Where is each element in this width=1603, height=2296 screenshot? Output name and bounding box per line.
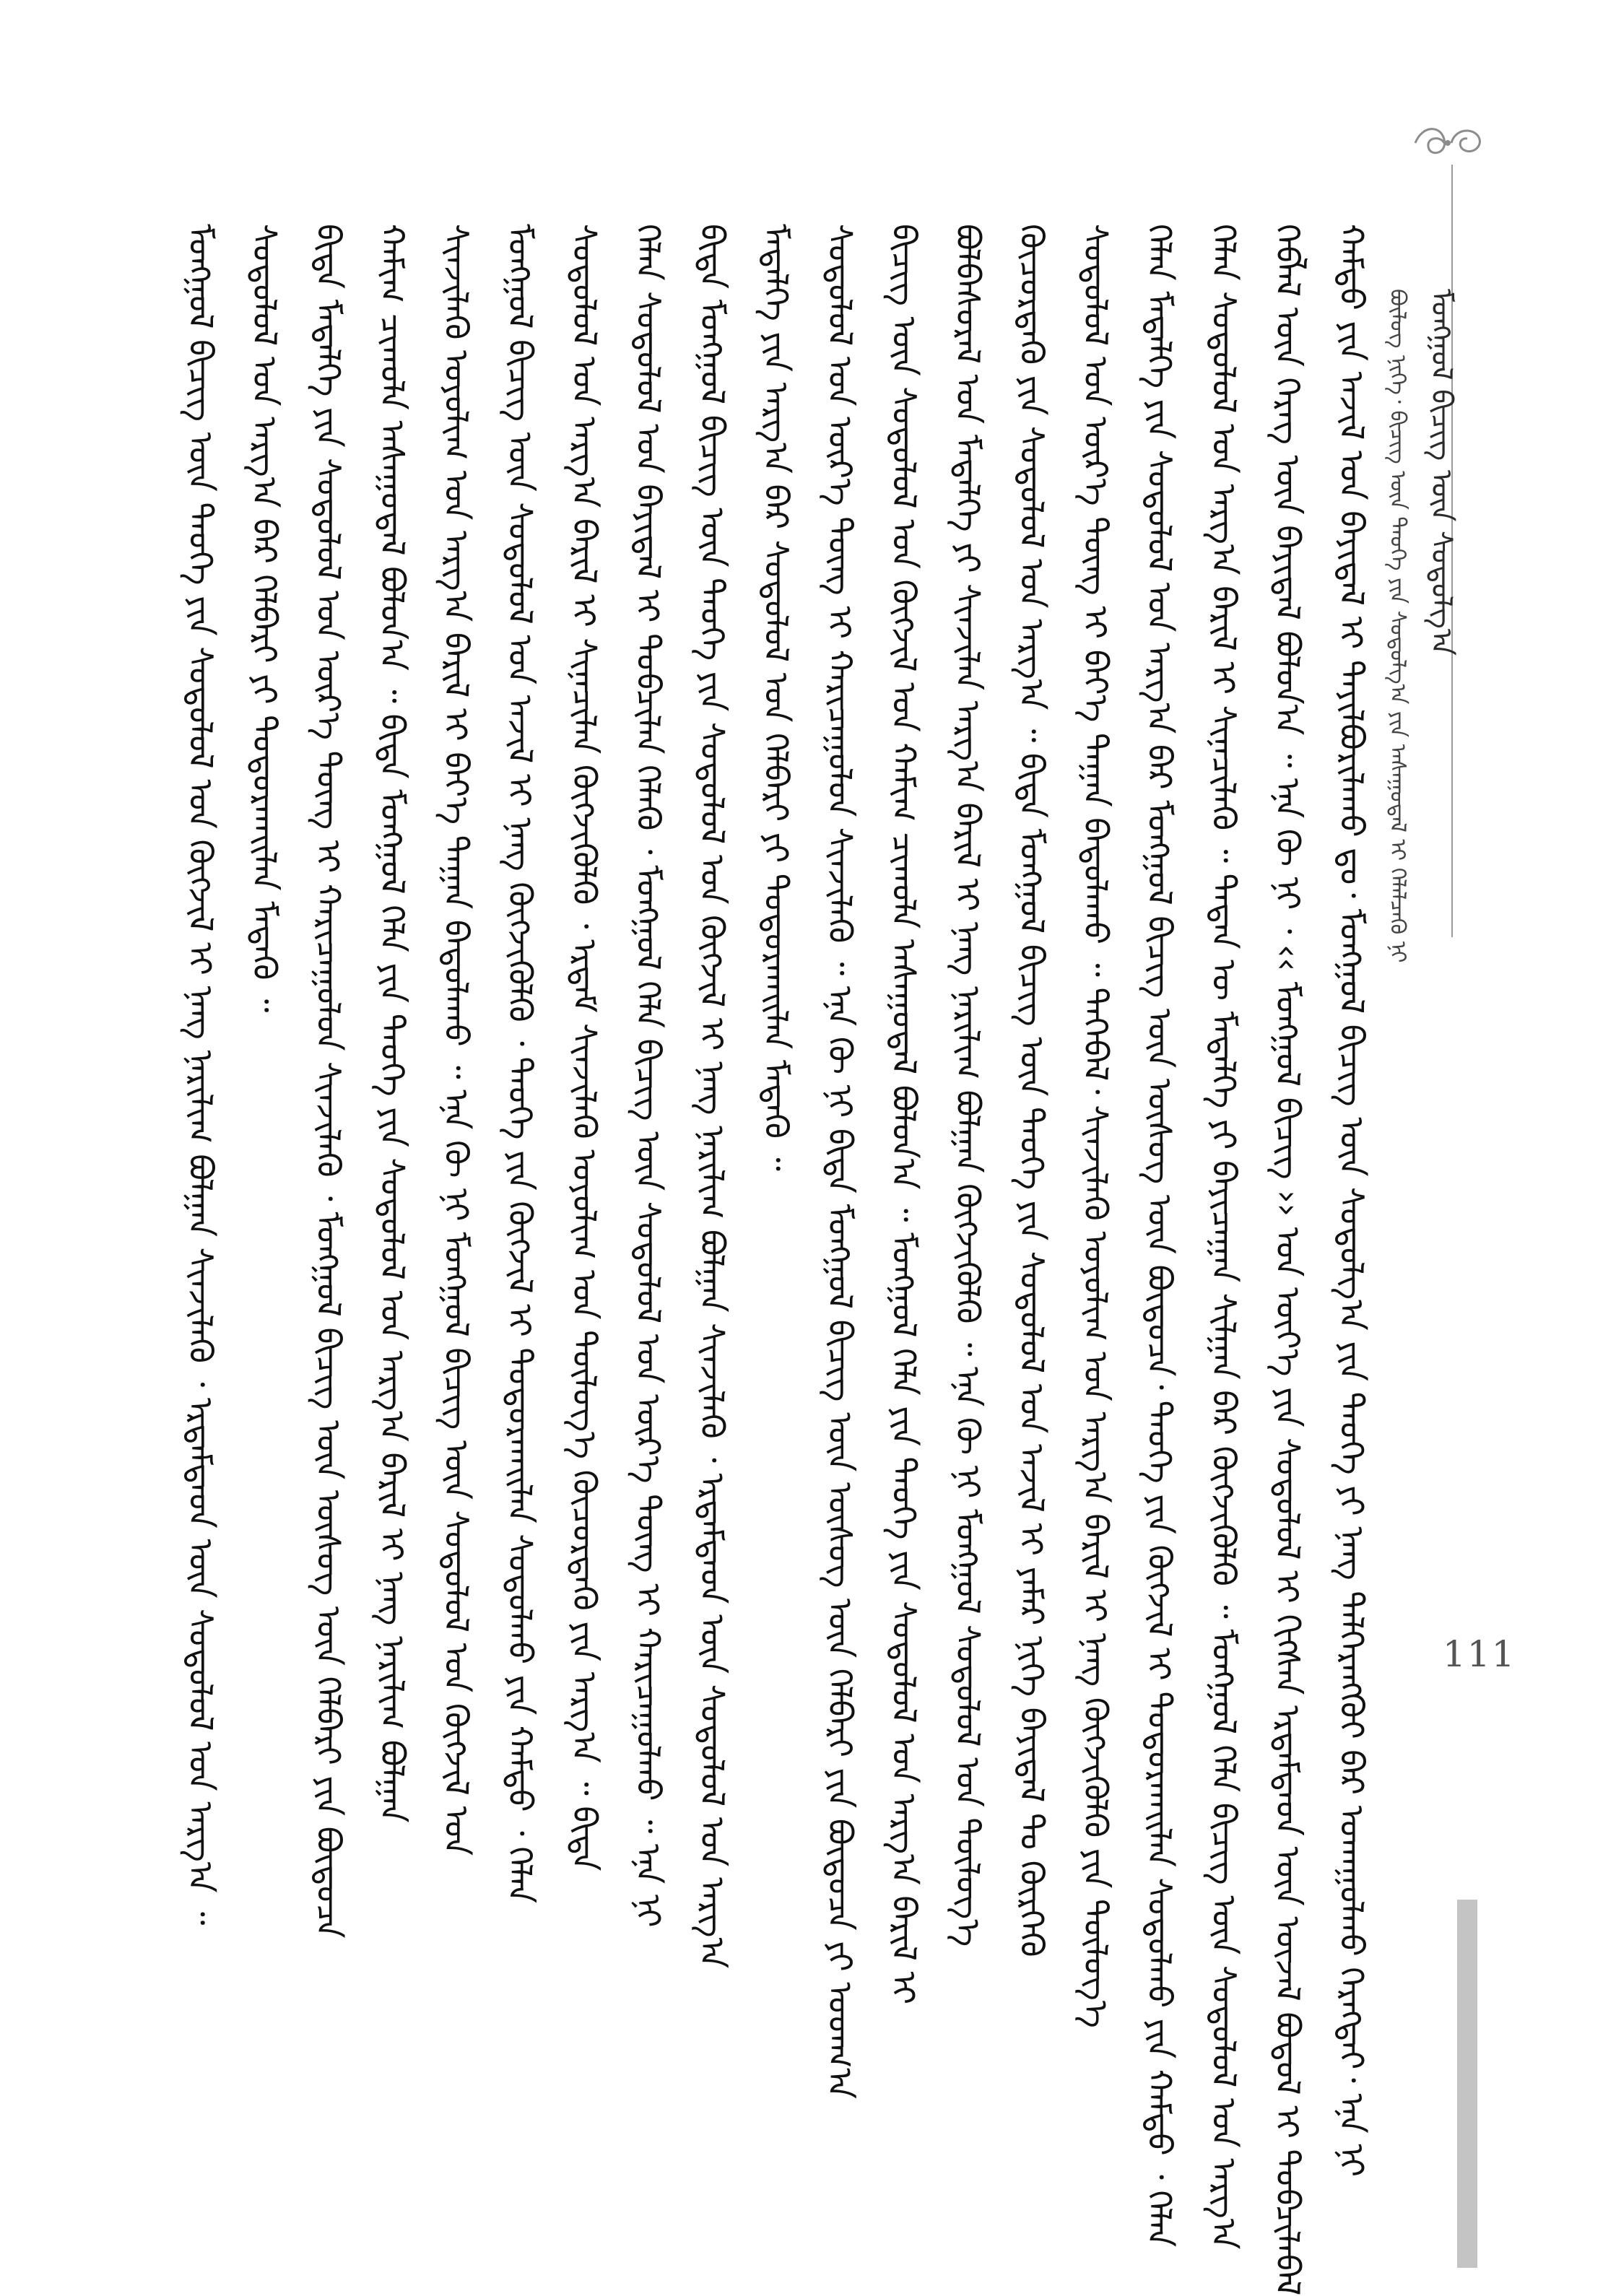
text-column: ᠪᠣᠯᠪᠠᠰᠤᠷᠠᠯ ᠤᠨ ᠮᠡᠳᠡᠯᠭᠡ ᠶᠢ ᠰᠢᠨᠵᠢᠯᠡᠨ ᠠᠷᠭ᠎ᠠ ᠪᠠᠷᠢᠯ ᠢ ᠨᠡᠩ ᠨᠠᠷᠢᠯᠢᠭ ᠪᠣᠯᠭᠠᠨ ᠬᠥᠭᠵᠢᠭᠦᠯᠬᠦ ᠃ ᠡᠨᠡ ᠬᠦ ᠨᠢ ᠮᠣᠩᠭᠣᠯ ᠰᠤᠳᠤᠯᠤᠯ ᠤᠨ ᠲᠥᠯᠦᠭ᠎ᠡ: [948, 224, 988, 1947]
page-edge-tab: [1457, 1900, 1477, 2268]
running-header-title: ᠮᠣᠩᠭᠣᠯ ᠪᠢᠴᠢᠭ᠌ ᠦᠨ ᠰᠤᠳᠤᠯᠭ᠎ᠠ: [1425, 289, 1458, 656]
page-number: 111: [1443, 1633, 1516, 1675]
text-column: ᠬᠠᠮᠢᠭ ᠴᠢᠬᠤᠯᠠ ᠠᠰᠠᠭᠤᠳᠠᠯ ᠪᠣᠯᠤᠨ᠎ᠠ ᠃ ᠪᠢᠳᠡ ᠮᠣᠩᠭᠣᠯ ᠬᠡᠯᠡ ᠶᠢᠨ ᠲᠡᠦᠬᠡ ᠶᠢᠨ ᠰᠤᠳᠤᠯᠤᠯ ᠤᠨ ᠠᠷᠭ᠎ᠠ ᠪᠠᠷᠢᠯ ᠢ ᠨᠡᠩ ᠨᠠᠷᠢᠯᠢᠭ ᠪᠣᠯᠭᠠᠨ: [373, 224, 412, 1823]
text-column: ᠮᠣᠩᠭᠣᠯ ᠪᠢᠴᠢᠭ᠌ ᠦᠨ ᠲᠡᠦᠬᠡ ᠶᠢᠨ ᠰᠤᠳᠤᠯᠤᠯ ᠤᠨ ᠬᠥᠭᠵᠢᠯ ᠢ ᠨᠡᠩ ᠨᠠᠷᠢᠯᠢᠭ ᠪᠣᠯᠭᠠᠨ ᠰᠢᠨᠵᠢᠯᠡᠬᠦ ᠂ ᠡᠷᠳᠡᠮᠲᠡᠳ ᠦᠨ ᠰᠤᠳᠤᠯᠤᠯ ᠤᠨ ᠠᠷᠭ᠎ᠠ ᠃: [181, 224, 220, 1926]
text-column: ᠬᠠᠮᠲᠤ ᠶᠢᠨ ᠠᠵᠢᠯ ᠤᠨ ᠪᠠᠶᠢᠳᠠᠯ ᠢ ᠲᠠᠶᠢᠯᠪᠤᠷᠢᠯᠠᠬᠤ ᠳᠤ᠂ ᠮᠣᠩᠭᠣᠯ ᠪᠢᠴᠢᠭ᠌ ᠦᠨ ᠰᠤᠳᠤᠯᠭ᠎ᠠ ᠶᠢᠨ ᠲᠡᠦᠬᠡ ᠶᠢ ᠨᠡᠩ ᠳᠡᠯᠭᠡᠷᠡᠩᠭᠦᠢ ᠪᠡᠷ ᠤᠬᠠᠭᠤᠯᠬᠤ ᠬᠡᠷᠡᠭᠲᠡᠢ᠂ ᠡᠨᠡ ᠨᠢ: [1332, 224, 1371, 2178]
text-column: ᠬᠦᠴᠦᠷᠳᠡᠬᠦ ᠶᠢᠨ ᠰᠤᠳᠤᠯᠤᠯ ᠤᠨ ᠠᠷᠭ᠎ᠠ ᠃ ᠪᠢᠳᠡ ᠮᠣᠩᠭᠣᠯ ᠪᠢᠴᠢᠭ᠌ ᠦᠨ ᠲᠡᠦᠬᠡ ᠶᠢᠨ ᠰᠤᠳᠤᠯᠤᠯ ᠤᠨ ᠠᠵᠢᠯ ᠢ ᠶᠠᠮᠠᠷ ᠨᠢᠭᠡ ᠪᠠᠶᠢᠳᠠᠯ ᠲᠤ ᠬᠦᠷᠭᠡᠬᠦ: [1012, 224, 1052, 1957]
text-column: ᠬᠡᠯᠡᠨ ᠰᠤᠳᠤᠯᠤᠯ ᠤᠨ ᠪᠠᠶᠢᠳᠠᠯ ᠢ ᠲᠣᠪᠴᠢᠯᠠᠨ ᠬᠡᠯᠡᠬᠦ ᠂ ᠮᠣᠩᠭᠣᠯ ᠬᠡᠯᠡ ᠪᠢᠴᠢᠭ᠌ ᠦᠨ ᠰᠤᠳᠤᠯᠤᠯ ᠤᠨ ᠦᠷ᠎ᠡ ᠳᠦᠩ ᠢ ᠬᠠᠷᠢᠴᠠᠭᠤᠯᠬᠤ ᠃ ᠡᠨᠡ ᠨᠢ: [628, 224, 668, 1928]
body-text: [181, 224, 1371, 2296]
running-header: [1386, 289, 1456, 1083]
text-column: ᠮᠣᠩᠭᠣᠯ ᠪᠢᠴᠢᠭ᠌ ᠦᠨ ᠰᠤᠳᠤᠯᠤᠯ ᠤᠨ ᠠᠵᠢᠯ ᠢ ᠨᠡᠩ ᠬᠥᠭᠵᠢᠭᠦᠯᠬᠦ ᠂ ᠲᠡᠦᠬᠡ ᠶᠢᠨ ᠬᠥᠭᠵᠢᠯ ᠢ ᠲᠣᠳᠤᠷᠬᠠᠢᠯᠠᠨ ᠰᠤᠳᠤᠯᠬᠤ ᠶᠢᠨ ᠬᠠᠮᠲᠤ ᠂ ᠬᠡᠯᠡᠨ: [500, 224, 540, 1904]
text-column: ᠪᠢᠳᠡ ᠮᠣᠩᠭᠣᠯ ᠪᠢᠴᠢᠭ᠌ ᠦᠨ ᠲᠡᠦᠬᠡ ᠶᠢᠨ ᠰᠤᠳᠤᠯᠤᠯ ᠤᠨ ᠬᠥᠭᠵᠢᠯ ᠢ ᠨᠡᠩ ᠨᠠᠷᠢᠯᠢᠭ ᠪᠣᠯᠭᠠᠨ ᠰᠢᠨᠵᠢᠯᠡᠬᠦ ᠂ ᠡᠷᠳᠡᠮᠲᠡᠳ ᠦᠨ ᠰᠤᠳᠤᠯᠤᠯ ᠤᠨ ᠠᠷᠭ᠎ᠠ: [692, 224, 732, 1969]
text-column: ᠪᠢᠴᠢᠭ᠌ ᠦᠨ ᠰᠤᠳᠤᠯᠤᠯ ᠤᠨ ᠬᠥᠭᠵᠢᠯ ᠤᠨ ᠬᠠᠮᠢᠭ ᠴᠢᠬᠤᠯᠠ ᠠᠰᠠᠭᠤᠳᠠᠯ ᠪᠣᠯᠤᠨ᠎ᠠ ᠃ ᠮᠣᠩᠭᠣᠯ ᠬᠡᠯᠡ ᠶᠢᠨ ᠲᠡᠦᠬᠡ ᠶᠢᠨ ᠰᠤᠳᠤᠯᠤᠯ ᠤᠨ ᠠᠷᠭ᠎ᠠ ᠪᠠᠷᠢᠯ ᠢ: [885, 224, 924, 2005]
text-column: ᠰᠤᠳᠤᠯᠤᠯ ᠤᠨ ᠦᠷ᠎ᠡ ᠳᠦᠩ ᠢ ᠪᠡᠶ᠎ᠡ ᠳᠠᠭᠠᠨ ᠪᠠᠲᠤᠯᠠᠬᠤ ᠃ ᠲᠡᠭᠡᠪᠡᠯ᠂ ᠰᠢᠨᠵᠢᠯᠡᠬᠦ ᠤᠶᠤᠯᠢᠭ ᠤᠨ ᠠᠷᠭ᠎ᠠ ᠪᠠᠷᠢᠯ ᠢ ᠨᠡᠩ ᠬᠥᠭᠵᠢᠭᠦᠯᠬᠦ ᠶᠢᠨ ᠲᠥᠯᠦᠭ᠎ᠡ: [1076, 224, 1116, 2028]
text-column: ᠰᠤᠳᠤᠯᠤᠯ ᠤᠨ ᠦᠷ᠎ᠡ ᠳᠦᠩ ᠢ ᠬᠠᠷᠢᠴᠠᠭᠤᠯᠤᠨ ᠰᠢᠨᠵᠢᠯᠡᠬᠦ ᠃ ᠡᠨᠡ ᠬᠦ ᠨᠢ ᠪᠢᠳᠡ ᠮᠣᠩᠭᠣᠯ ᠪᠢᠴᠢᠭ᠌ ᠦᠨ ᠦᠰᠦᠭ ᠦᠨ ᠬᠡᠯᠪᠡᠷᠢ ᠶᠢᠨ ᠪᠦᠲᠦᠴᠡ ᠶᠢ ᠤᠳᠬ᠎ᠠ: [820, 224, 860, 2099]
text-column: ᠰᠤᠳᠤᠯᠤᠯ ᠤᠨ ᠠᠷᠭ᠎ᠠ ᠪᠠᠷᠢᠯ ᠢ ᠰᠢᠨᠡᠴᠢᠯᠡᠨ ᠬᠥᠭᠵᠢᠭᠦᠯᠬᠦ ᠂ ᠡᠷᠳᠡᠮ ᠰᠢᠨᠵᠢᠯᠡᠬᠦ ᠤᠶᠤᠯᠢᠭ ᠤᠨ ᠲᠥᠯᠦᠭ᠎ᠡ ᠬᠦᠴᠦᠷᠳᠡᠬᠦ ᠶᠢᠨ ᠠᠷᠭ᠎ᠠ ᠃ ᠪᠢᠳᠡ: [565, 224, 604, 1871]
text-column: ᠬᠡᠯᠡᠨ ᠮᠡᠳᠡᠯᠭᠡ ᠶᠢᠨ ᠰᠤᠳᠤᠯᠤᠯ ᠤᠨ ᠠᠷᠭ᠎ᠠ ᠪᠡᠷ ᠮᠣᠩᠭᠣᠯ ᠪᠢᠴᠢᠭ᠌ ᠦᠨ ᠦᠰᠦᠭ ᠦᠨ ᠪᠦᠲᠦᠴᠡ᠂ ᠲᠡᠦᠬᠡ ᠶᠢᠨ ᠬᠥᠭᠵᠢᠯ ᠢ ᠲᠣᠳᠤᠷᠬᠠᠢᠯᠠᠨ ᠰᠤᠳᠤᠯᠬᠤ ᠶᠢᠨ ᠬᠠᠮᠲᠤ ᠂ ᠬᠡᠯᠡᠨ: [1140, 224, 1180, 2248]
text-column: ᠮᠡᠳᠡᠯᠭᠡ ᠶᠢᠨ ᠠᠷᠭ᠎ᠠ ᠪᠡᠷ ᠰᠤᠳᠤᠯᠤᠯ ᠤᠨ ᠬᠡᠯᠪᠡᠷᠢ ᠶᠢ ᠲᠣᠳᠤᠷᠬᠠᠢᠯᠠᠨ ᠮᠡᠳᠡᠬᠦ ᠃: [756, 224, 796, 1171]
text-column: ᠪᠢᠳᠡ ᠮᠡᠳᠡᠯᠭᠡ ᠶᠢᠨ ᠰᠤᠳᠤᠯᠤᠯ ᠤᠨ ᠦᠷ᠎ᠡ ᠳᠦᠩ ᠢ ᠬᠠᠷᠢᠴᠠᠭᠤᠯᠤᠨ ᠰᠢᠨᠵᠢᠯᠡᠬᠦ ᠂ ᠮᠣᠩᠭᠣᠯ ᠪᠢᠴᠢᠭ᠌ ᠦᠨ ᠦᠰᠦᠭ ᠦᠨ ᠬᠡᠯᠪᠡᠷᠢ ᠶᠢᠨ ᠪᠦᠲᠦᠴᠡ: [309, 224, 349, 1939]
running-header-subtitle: ᠪᠦᠯᠦᠭ ᠨᠢᠭᠡ᠂ ᠪᠢᠴᠢᠭ᠌ ᠦᠨ ᠲᠡᠦᠬᠡ ᠶᠢᠨ ᠰᠤᠳᠤᠯᠭ᠎ᠠ ᠶᠢᠨ ᠠᠰᠠᠭᠤᠳᠠᠯ ᠢ ᠬᠡᠯᠡᠯᠴᠡᠬᠦ ᠨᠢ: [1385, 289, 1410, 963]
text-column: ᠬᠡᠯᠡᠨ ᠰᠤᠳᠤᠯᠤᠯ ᠤᠨ ᠠᠷᠭ᠎ᠠ ᠪᠠᠷᠢᠯ ᠢ ᠰᠢᠨᠡᠴᠢᠯᠡᠬᠦ ᠃ ᠲᠡᠳᠡᠨ ᠦ ᠮᠡᠳᠡᠯᠭᠡ ᠶᠢ ᠪᠠᠶᠢᠴᠠᠭᠠᠨ ᠰᠢᠯᠭᠠᠨ ᠪᠡᠷ ᠬᠥᠭᠵᠢᠭᠦᠯᠬᠦ ᠃ ᠮᠣᠩᠭᠣᠯ ᠬᠡᠯᠡ ᠪᠢᠴᠢᠭ᠌ ᠦᠨ ᠰᠤᠳᠤᠯᠤᠯ ᠤᠨ ᠠᠷᠭ᠎ᠠ: [1204, 224, 1243, 2250]
text-column: ᠰᠤᠳᠤᠯᠤᠯ ᠤᠨ ᠠᠷᠭ᠎ᠠ ᠪᠡᠷ ᠬᠡᠯᠪᠡᠷᠢ ᠶᠢ ᠲᠣᠳᠤᠷᠬᠠᠢᠯᠠᠨ ᠮᠡᠳᠡᠬᠦ ᠃: [245, 224, 284, 1013]
swirl-ornament-icon: [1408, 121, 1487, 165]
text-column: ᠬᠡᠪᠯᠡᠯ ᠦᠨ ᠬᠡᠷᠡᠭ ᠦᠨ ᠪᠠᠶᠢᠳᠠᠯ ᠪᠣᠯᠤᠨ᠎ᠠ ᠃ ᠡᠨᠡ ᠬᠦ ᠨᠢ ᠂ ‹‹ ᠮᠣᠩᠭᠣᠯ ᠪᠢᠴᠢᠭ᠌ ›› ᠤᠨ ᠦᠶ᠎ᠡ ᠶᠢᠨ ᠰᠤᠳᠤᠯᠤᠯ ᠢ ᠬᠢᠭᠰᠡᠨ ᠡᠷᠳᠡᠮᠲᠡᠳ ᠦᠨ ᠦᠵᠡᠯ ᠪᠣᠳᠤᠯ ᠢ ᠲᠣᠪᠴᠢᠯᠠᠪᠠᠯ: [1268, 224, 1308, 2296]
text-column: ᠰᠢᠨᠵᠢᠯᠡᠬᠦ ᠤᠶᠤᠯᠢᠭ ᠤᠨ ᠠᠷᠭ᠎ᠠ ᠪᠠᠷᠢᠯ ᠢ ᠪᠡᠶ᠎ᠡ ᠳᠠᠭᠠᠨ ᠪᠠᠲᠤᠯᠠᠬᠤ ᠃ ᠡᠨᠡ ᠬᠦ ᠨᠢ ᠮᠣᠩᠭᠣᠯ ᠪᠢᠴᠢᠭ᠌ ᠦᠨ ᠰᠤᠳᠤᠯᠤᠯ ᠤᠨ ᠬᠥᠭᠵᠢᠯ ᠤᠨ: [437, 224, 477, 1856]
